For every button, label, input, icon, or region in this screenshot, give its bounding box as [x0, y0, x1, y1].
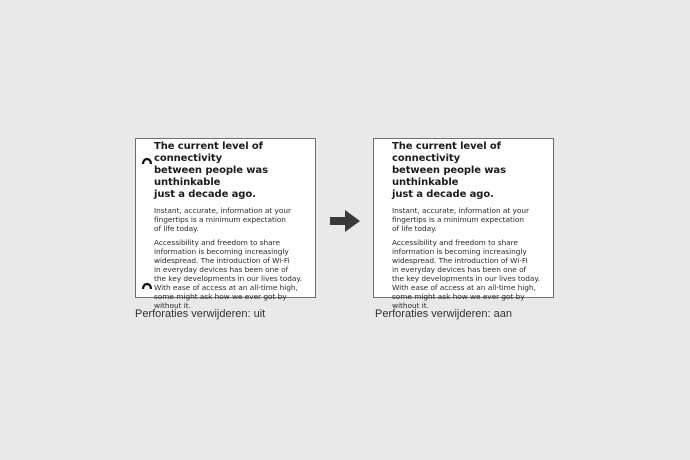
preview-before-panel: [135, 138, 316, 310]
caption-remove-perforations-off: Perforaties verwijderen: uit: [135, 308, 266, 320]
document-paragraph-2: Accessibility and freedom to share information is becoming increasingly widespread. The introduction of Wi-Fi in everyday devices has been one of the key developments in our lives today. With ease of access at an all-time high, some might ask how we ever got by without it.: [392, 238, 540, 310]
document-headline: The current level of connectivity between people was unthinkable just a decade ago.: [154, 141, 268, 200]
document-paragraph-2: Accessibility and freedom to share information is becoming increasingly widespread. The introduction of Wi-Fi in everyday devices has been one of the key developments in our lives today. With ease of access at an all-time high, some might ask how we ever got by without it.: [154, 238, 302, 310]
document-paragraph-1: Instant, accurate, information at your fingertips is a minimum expectation of life today.: [392, 206, 529, 233]
punch-hole-icon: [142, 157, 152, 164]
document-paragraph-1: Instant, accurate, information at your fingertips is a minimum expectation of life today.: [154, 206, 291, 233]
document-content: [392, 141, 554, 315]
punch-hole-icon: [142, 282, 152, 289]
document-content: [154, 141, 316, 315]
arrow-right-icon: [330, 210, 360, 232]
preview-after-panel: [373, 138, 554, 310]
document-headline: The current level of connectivity between people was unthinkable just a decade ago.: [392, 141, 506, 200]
caption-remove-perforations-on: Perforaties verwijderen: aan: [375, 308, 512, 320]
